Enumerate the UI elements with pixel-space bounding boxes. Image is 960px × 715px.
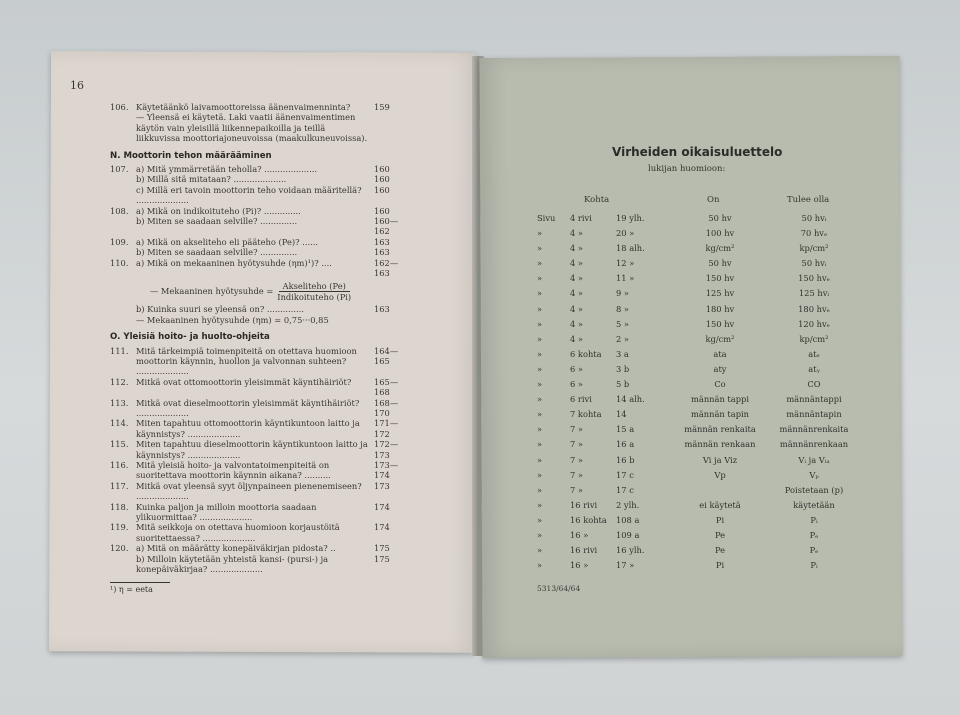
- entry-number: 118.: [110, 501, 129, 512]
- toc-entry: [110, 377, 410, 398]
- footnote-rule: [110, 582, 170, 583]
- row-tulee: männänrenkaan: [779, 439, 849, 450]
- row-location: 4 »: [570, 333, 583, 344]
- entry-number: [110, 174, 136, 184]
- entry-number: 117.: [110, 480, 129, 491]
- toc-entry: [110, 398, 410, 419]
- entry-number: 106.: [110, 102, 129, 112]
- entry-page: 160: [374, 184, 390, 195]
- formula-label: — Mekaaninen hyötysuhde =: [150, 286, 274, 297]
- errata-row: [537, 243, 867, 258]
- entry-number: [110, 247, 136, 257]
- errata-row: [537, 273, 867, 288]
- entries-section-n: [110, 164, 410, 278]
- row-prefix: »: [537, 288, 543, 299]
- row-tulee: 180 hvₑ: [798, 303, 830, 314]
- formula-fraction: [277, 281, 351, 303]
- entry-number: 119.: [110, 522, 129, 533]
- entry-text: a) Mitä ymmärretään teholla? ....................: [136, 164, 317, 175]
- entry-text: — Mekaaninen hyötysuhde (ηm) = 0,75···0,85: [136, 314, 329, 325]
- toc-entry: [110, 502, 410, 523]
- toc-entry: [110, 439, 410, 460]
- row-location: 4 »: [570, 303, 583, 314]
- entry-page: 160—162: [374, 216, 399, 237]
- entry-text: a) Mikä on indikoituteho (Pi)? ..............: [136, 205, 301, 216]
- row-on: Pi: [715, 514, 725, 525]
- errata-row: [537, 515, 867, 530]
- row-on: Vi ja Viz: [702, 454, 738, 465]
- row-on: 50 hv: [708, 213, 732, 223]
- entry-text: Mitä seikkoja on otettava huomioon korjaustöitä suoritettaessa? ....................: [136, 522, 340, 543]
- entry-number: 116.: [110, 460, 129, 470]
- toc-entry: [110, 112, 410, 143]
- entry-page: 175: [374, 543, 390, 554]
- row-prefix: »: [537, 394, 543, 405]
- entry-text: Mitkä ovat ottomoottorin yleisimmät käyntihäiriöt?: [136, 376, 352, 387]
- row-prefix: »: [537, 560, 543, 571]
- row-line: 108 a: [616, 514, 640, 525]
- toc-entry: [110, 185, 410, 206]
- entry-number: [110, 185, 136, 206]
- entry-text: b) Miten se saadaan selville? ..............: [136, 247, 298, 258]
- row-prefix: »: [537, 409, 543, 420]
- row-on: kg/cm²: [705, 333, 735, 344]
- toc-entry: [110, 346, 410, 377]
- entry-text: b) Milloin käytetään yhteistä kansi- (pursi-) ja konepäiväkirjaa? ....................: [136, 553, 329, 575]
- row-tulee: 150 hvₑ: [798, 273, 830, 284]
- entry-page: 163: [374, 236, 390, 247]
- row-on: 100 hv: [705, 228, 735, 239]
- errata-row: [537, 455, 867, 470]
- toc-entry: [110, 418, 410, 439]
- errata-row: [537, 288, 867, 303]
- row-location: 16 rivi: [570, 545, 598, 556]
- row-line: 2 ylh.: [616, 499, 640, 510]
- row-location: 16 »: [570, 529, 589, 540]
- row-location: 6 »: [570, 363, 583, 374]
- errata-row: [537, 228, 867, 243]
- row-line: 12 »: [616, 258, 635, 269]
- entries-section-n-cont: [110, 304, 410, 325]
- entry-number: 115.: [110, 439, 129, 450]
- entry-page: 172—173: [374, 439, 399, 460]
- errata-row: [537, 500, 867, 515]
- section-n-heading: N. Moottorin tehon määrääminen: [110, 150, 272, 161]
- errata-row: [537, 545, 867, 560]
- row-tulee: kp/cm²: [799, 243, 829, 254]
- entry-text: b) Kuinka suuri se yleensä on? ..............: [136, 304, 304, 315]
- entry-text: a) Mitä on määrätty konepäiväkirjan pidosta? ..: [136, 543, 336, 554]
- row-prefix: »: [537, 273, 543, 284]
- row-prefix: »: [537, 545, 543, 556]
- entry-page: 174: [374, 501, 390, 512]
- toc-entry: [110, 237, 410, 247]
- errata-row: [537, 379, 867, 394]
- entry-text: Miten tapahtuu dieselmoottorin käyntikuntoon laitto ja käynnistys? ....................: [136, 439, 368, 460]
- errata-subtitle: lukijan huomioon:: [648, 164, 726, 174]
- row-tulee: 125 hvᵢ: [798, 288, 830, 299]
- row-line: 5 »: [616, 318, 629, 329]
- row-location: 6 rivi: [570, 394, 592, 405]
- entry-page: 160: [374, 205, 390, 216]
- row-prefix: »: [537, 318, 543, 329]
- row-prefix: »: [537, 529, 543, 540]
- entry-page: 173: [374, 480, 390, 491]
- toc-entry: [110, 102, 410, 112]
- entry-page: [370, 315, 410, 325]
- row-line: 16 a: [616, 439, 635, 450]
- row-tulee: Pᵢ: [810, 560, 818, 571]
- row-on: kg/cm²: [705, 243, 735, 254]
- errata-row: [537, 334, 867, 349]
- row-on: männän renkaita: [684, 424, 756, 435]
- row-location: 7 »: [570, 424, 583, 435]
- row-prefix: »: [537, 454, 543, 465]
- entry-page: 160: [374, 174, 390, 185]
- row-tulee: käytetään: [793, 499, 835, 510]
- row-location: 4 »: [570, 288, 583, 299]
- entry-number: 110.: [110, 257, 129, 268]
- section-o-heading: O. Yleisiä hoito- ja huolto-ohjeita: [110, 332, 270, 343]
- entry-number: 111.: [110, 345, 129, 356]
- entry-text: a) Mikä on akseliteho eli pääteho (Pe)? ......: [136, 236, 319, 247]
- row-on: Vp: [714, 469, 726, 480]
- row-location: 7 »: [570, 469, 583, 480]
- entry-number: 113.: [110, 397, 129, 408]
- errata-row: [537, 470, 867, 485]
- row-line: 3 a: [616, 348, 629, 359]
- entry-number: 107.: [110, 164, 129, 175]
- row-on: aty: [713, 363, 727, 374]
- row-line: 8 »: [616, 303, 629, 314]
- row-tulee: 120 hvₑ: [798, 318, 830, 329]
- row-on: ata: [713, 348, 727, 359]
- entry-text: Kuinka paljon ja milloin moottoria saadaan ylikuormittaa? ....................: [136, 501, 317, 523]
- header-tulee-olla: Tulee olla: [787, 195, 830, 205]
- entry-number: [110, 304, 136, 314]
- entry-text: — Yleensä ei käytetä. Laki vaatii äänenvaimentimen käytön vain yleisillä liikennepaikoilla ja teillä liikkuvissa moottoriajoneuvoissa (maakulkuneuvoissa).: [136, 112, 368, 144]
- header-kohta: Kohta: [584, 195, 610, 205]
- row-prefix: »: [537, 363, 543, 374]
- row-line: 9 »: [616, 288, 629, 299]
- row-on: männän tapin: [690, 409, 750, 420]
- toc-entry: [110, 315, 410, 325]
- entries-section-o: [110, 346, 410, 575]
- row-tulee: kp/cm²: [799, 333, 829, 344]
- row-line: 20 »: [616, 228, 635, 239]
- footnote: ¹) η = eeta: [110, 585, 153, 595]
- row-location: 4 rivi: [570, 213, 592, 223]
- header-on: On: [707, 195, 720, 205]
- errata-row: [537, 560, 867, 575]
- toc-entry: [110, 554, 410, 575]
- row-prefix: »: [537, 514, 543, 525]
- entry-number: [110, 315, 136, 325]
- errata-row: [537, 424, 867, 439]
- row-prefix: Sivu: [537, 213, 556, 223]
- row-location: 7 »: [570, 484, 583, 495]
- row-line: 16 b: [616, 454, 635, 465]
- print-code: 5313/64/64: [537, 584, 581, 593]
- toc-entry: [110, 174, 410, 184]
- entry-text: a) Mikä on mekaaninen hyötysuhde (ηm)¹)? ....: [136, 257, 332, 268]
- row-location: 6 kohta: [570, 348, 602, 359]
- row-tulee: männäntapin: [786, 409, 842, 420]
- toc-entry: [110, 460, 410, 481]
- row-prefix: »: [537, 258, 543, 269]
- row-location: 7 »: [570, 454, 583, 465]
- row-line: 17 c: [616, 484, 634, 495]
- errata-row: [537, 394, 867, 409]
- row-on: Pe: [714, 545, 726, 556]
- row-line: 11 »: [616, 273, 635, 284]
- row-on: 125 hv: [705, 288, 735, 299]
- row-on: 150 hv: [705, 273, 735, 284]
- row-location: 6 »: [570, 379, 583, 390]
- row-location: 4 »: [570, 228, 583, 239]
- entry-page: 160: [374, 164, 390, 175]
- toc-entry: [110, 258, 410, 279]
- row-on: männän tappi: [691, 394, 749, 405]
- row-tulee: 50 hvᵢ: [801, 213, 827, 223]
- row-location: 4 »: [570, 258, 583, 269]
- row-line: 109 a: [616, 529, 640, 540]
- entry-number: 114.: [110, 418, 129, 429]
- errata-row: [537, 304, 867, 319]
- row-line: 3 b: [616, 363, 630, 374]
- row-location: 4 »: [570, 318, 583, 329]
- row-location: 16 »: [570, 560, 589, 571]
- row-tulee: Pₑ: [809, 545, 819, 556]
- row-prefix: »: [537, 439, 543, 450]
- toc-entry: [110, 522, 410, 543]
- row-prefix: »: [537, 484, 543, 495]
- row-on: Co: [714, 379, 726, 390]
- toc-entry: [110, 206, 410, 216]
- row-prefix: »: [537, 379, 543, 390]
- row-prefix: »: [537, 333, 543, 344]
- entry-text: b) Millä sitä mitataan? ....................: [136, 174, 287, 185]
- row-on: 50 hv: [708, 258, 732, 269]
- entry-page: 163: [374, 247, 390, 258]
- entry-text: b) Miten se saadaan selville? ..............: [136, 216, 298, 227]
- entry-number: [110, 216, 136, 237]
- entry-number: 120.: [110, 543, 129, 554]
- errata-row: [537, 349, 867, 364]
- errata-table: [537, 213, 867, 575]
- errata-row: [537, 258, 867, 273]
- row-location: 16 kohta: [570, 514, 607, 525]
- row-prefix: »: [537, 469, 543, 480]
- entry-page: 159: [374, 102, 390, 112]
- row-on: 150 hv: [705, 318, 735, 329]
- entry-number: 108.: [110, 205, 129, 216]
- row-line: 14 alh.: [616, 394, 645, 405]
- entry-page: 171—172: [374, 418, 399, 439]
- formula: [150, 281, 410, 303]
- errata-row: [537, 409, 867, 424]
- row-tulee: Poistetaan (p): [784, 484, 844, 495]
- row-tulee: männäntappi: [786, 394, 842, 405]
- entry-text: Miten tapahtuu ottomoottorin käyntikuntoon laitto ja käynnistys? ....................: [136, 418, 360, 439]
- entry-page: 174: [374, 522, 390, 533]
- row-tulee: Vᵢ ja Vᵢₐ: [798, 454, 830, 465]
- row-prefix: »: [537, 303, 543, 314]
- entry-page: 175: [374, 553, 390, 564]
- entry-page: 165—168: [374, 376, 399, 398]
- left-page-content: [110, 102, 410, 596]
- row-location: 7 »: [570, 439, 583, 450]
- row-line: 17 c: [616, 469, 634, 480]
- entry-page: 162—163: [374, 257, 399, 279]
- row-tulee: atᵧ: [808, 363, 820, 374]
- row-line: 17 »: [616, 560, 635, 571]
- row-prefix: »: [537, 499, 543, 510]
- row-prefix: »: [537, 243, 543, 254]
- row-prefix: »: [537, 228, 543, 239]
- row-location: 4 »: [570, 273, 583, 284]
- row-on: ei käytetä: [699, 499, 741, 510]
- entry-number: 112.: [110, 376, 129, 387]
- entry-text: Käytetäänkö laivamoottoreissa äänenvaimenninta?: [136, 102, 351, 112]
- errata-title: Virheiden oikaisuluettelo: [612, 145, 783, 159]
- row-prefix: »: [537, 348, 543, 359]
- entry-page: 173—174: [374, 460, 399, 481]
- entry-text: Mitä yleisiä hoito- ja valvontatoimenpiteitä on suoritettava moottorin käynnin aikana? ..........: [136, 460, 331, 481]
- errata-row: [537, 530, 867, 545]
- row-tulee: Vₚ: [809, 469, 819, 480]
- entry-page: [370, 112, 410, 143]
- row-tulee: atₑ: [808, 348, 820, 359]
- row-tulee: CO: [807, 379, 821, 390]
- row-on: Pe: [714, 529, 726, 540]
- errata-row: [537, 439, 867, 454]
- row-tulee: 50 hvᵢ: [801, 258, 827, 269]
- formula-denominator: Indikoituteho (Pi): [277, 291, 352, 302]
- row-tulee: Pₑ: [809, 529, 819, 540]
- row-line: 19 ylh.: [616, 213, 645, 223]
- page-number: 16: [70, 79, 84, 92]
- entry-number: [110, 554, 136, 575]
- row-line: 14: [616, 409, 627, 420]
- row-tulee: 70 hvₑ: [800, 228, 828, 239]
- row-tulee: männänrenkaita: [779, 424, 849, 435]
- entry-text: c) Millä eri tavoin moottorin teho voidaan määritellä? ....................: [136, 184, 362, 206]
- entry-page: 164—165: [374, 345, 399, 366]
- errata-row: [537, 213, 867, 228]
- entries-top: [110, 102, 410, 144]
- row-line: 15 a: [616, 424, 635, 435]
- entry-page: 168—170: [374, 397, 399, 418]
- errata-row: [537, 364, 867, 379]
- row-location: 4 »: [570, 243, 583, 254]
- formula-numerator: Akseliteho (Pe): [279, 281, 350, 292]
- entry-number: 109.: [110, 236, 129, 247]
- toc-entry: [110, 543, 410, 553]
- errata-row: [537, 319, 867, 334]
- toc-entry: [110, 247, 410, 257]
- toc-entry: [110, 216, 410, 237]
- errata-row: [537, 485, 867, 500]
- row-on: 180 hv: [705, 303, 735, 314]
- row-on: männän renkaan: [684, 439, 756, 450]
- row-tulee: Pᵢ: [810, 514, 818, 525]
- entry-number: [110, 112, 136, 143]
- entry-text: Mitä tärkeimpiä toimenpiteitä on otettava huomioon moottorin käynnin, huollon ja valvonnan suhteen? ....................: [136, 345, 357, 377]
- toc-entry: [110, 164, 410, 174]
- row-line: 16 ylh.: [616, 545, 645, 556]
- row-line: 5 b: [616, 379, 630, 390]
- row-line: 18 alh.: [616, 243, 645, 254]
- entry-text: Mitkä ovat yleensä syyt öljynpaineen pienenemiseen? ....................: [136, 480, 362, 502]
- row-location: 7 kohta: [570, 409, 602, 420]
- entry-page: 163: [374, 304, 390, 315]
- row-prefix: »: [537, 424, 543, 435]
- row-location: 16 rivi: [570, 499, 598, 510]
- entry-text: Mitkä ovat dieselmoottorin yleisimmät käyntihäiriöt? ....................: [136, 397, 360, 418]
- row-on: Pi: [715, 560, 725, 571]
- row-line: 2 »: [616, 333, 629, 344]
- toc-entry: [110, 481, 410, 502]
- toc-entry: [110, 304, 410, 314]
